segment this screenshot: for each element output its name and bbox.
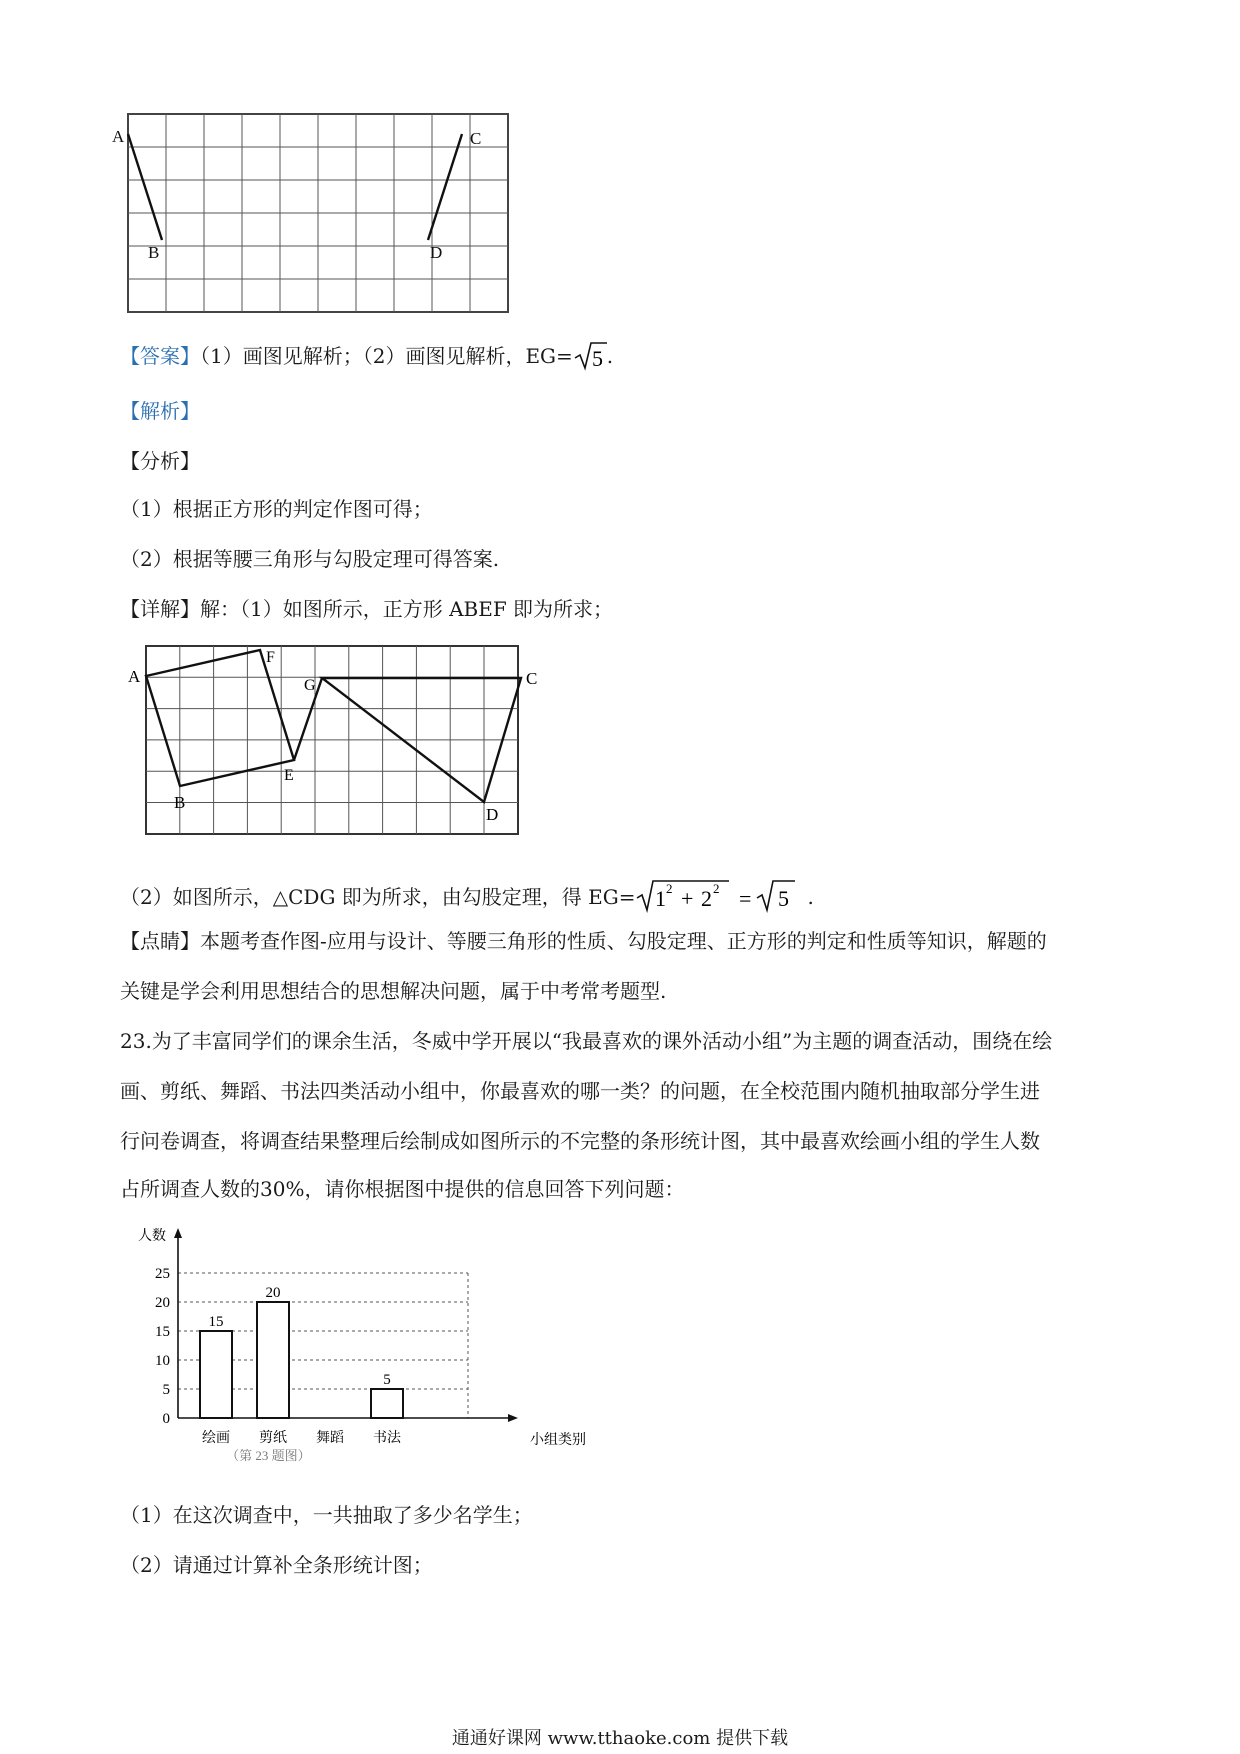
- q23-line-1: 23.为了丰富同学们的课余生活，冬威中学开展以“我最喜欢的课外活动小组”为主题的调查活动，围绕在绘: [120, 1029, 1053, 1053]
- bar-绘画: [200, 1331, 232, 1418]
- equals-sign: =: [739, 886, 752, 911]
- result-radicand: 5: [778, 886, 790, 911]
- x-axis-label: 小组类别: [530, 1433, 586, 1448]
- figure-1-grid: [112, 108, 538, 318]
- y-tick-label: 10: [155, 1353, 170, 1369]
- bar-chart: [118, 1222, 586, 1463]
- detail-line: [120, 596, 613, 622]
- term-2: 2: [701, 886, 713, 911]
- q23-sub-1: （1）在这次调查中，一共抽取了多少名学生；: [120, 1503, 533, 1527]
- y-tick-label: 15: [155, 1324, 170, 1340]
- exp-1: 2: [666, 881, 673, 896]
- part2-text: （2）如图所示，△CDG 即为所求，由勾股定理，得 EG=: [120, 885, 636, 909]
- q23-line-4: 占所调查人数的30%，请你根据图中提供的信息回答下列问题：: [120, 1177, 685, 1201]
- radical-sign: [573, 340, 607, 372]
- point-a2-label: A: [128, 667, 141, 686]
- part2-line: [120, 878, 814, 914]
- answer-end: .: [606, 344, 614, 368]
- part2-end: .: [807, 885, 814, 909]
- point-d-label: D: [430, 243, 443, 262]
- y-tick-label: 0: [162, 1411, 170, 1427]
- data-label: 5: [383, 1372, 391, 1388]
- analysis-tag: 【解析】: [120, 399, 200, 423]
- data-label: 20: [265, 1285, 281, 1301]
- data-label: 15: [208, 1314, 224, 1330]
- page-footer: 通通好课网 www.tthaoke.com 提供下载: [451, 1728, 789, 1749]
- category-label: 绘画: [202, 1431, 230, 1446]
- x-axis-arrow: [508, 1414, 518, 1422]
- answer-tag: 【答案】: [120, 344, 200, 368]
- category-label: 舞蹈: [316, 1431, 344, 1446]
- point-f-label: F: [266, 649, 275, 666]
- chart-caption: （第 23 题图）: [226, 1448, 311, 1463]
- y-axis-label: 人数: [138, 1229, 166, 1244]
- category-label: 剪纸: [259, 1431, 287, 1446]
- sqrt-expression: [635, 878, 807, 914]
- y-tick-label: 5: [162, 1382, 170, 1398]
- point-c2-label: C: [526, 669, 538, 688]
- point-a-label: A: [112, 127, 125, 146]
- point-e-label: E: [284, 767, 294, 784]
- y-axis-arrow: [174, 1228, 182, 1238]
- term-1: 1: [655, 886, 667, 911]
- answer-text: （1）画图见解析；（2）画图见解析，EG=: [200, 344, 573, 368]
- point-c-label: C: [470, 129, 482, 148]
- figure-2-grid: [118, 638, 558, 850]
- q23-line-2: 画、剪纸、舞蹈、书法四类活动小组中，你最喜欢的哪一类？的问题，在全校范围内随机抽取部分学生进: [120, 1079, 1040, 1103]
- bar-剪纸: [257, 1302, 289, 1418]
- analysis-point-2: （2）根据等腰三角形与勾股定理可得答案.: [120, 547, 500, 571]
- point-g-label: G: [304, 677, 316, 694]
- plus-sign: +: [681, 886, 694, 911]
- y-tick-label: 25: [155, 1266, 170, 1282]
- point-b-label: B: [148, 243, 160, 262]
- comment-line-2: 关键是学会利用思想结合的思想解决问题，属于中考常考题型.: [120, 979, 667, 1003]
- q23-sub-2: （2）请通过计算补全条形统计图；: [120, 1553, 433, 1577]
- detail-tag: 【详解】: [120, 597, 200, 621]
- detail-text: 解：（1）如图所示，正方形 ABEF 即为所求；: [200, 597, 614, 621]
- bar-书法: [371, 1389, 403, 1418]
- comment-tag: 【点睛】: [120, 929, 200, 953]
- segment-ab: [128, 134, 162, 240]
- comment-line-1: [120, 928, 1047, 954]
- y-tick-label: 20: [155, 1295, 170, 1311]
- comment-text-1: 本题考查作图-应用与设计、等腰三角形的性质、勾股定理、正方形的判定和性质等知识，解题的: [200, 929, 1047, 953]
- exp-2: 2: [713, 881, 720, 896]
- radicand: 5: [591, 346, 603, 371]
- segment-cd: [428, 134, 462, 240]
- answer-line: [120, 340, 613, 372]
- square-abef: [146, 650, 294, 786]
- q23-line-3: 行问卷调查，将调查结果整理后绘制成如图所示的不完整的条形统计图，其中最喜欢绘画小组的学生人数: [120, 1129, 1040, 1153]
- analysis-point-1: （1）根据正方形的判定作图可得；: [120, 497, 433, 521]
- point-d2-label: D: [486, 805, 499, 824]
- category-label: 书法: [373, 1431, 401, 1446]
- sqrt-5: [573, 340, 607, 372]
- point-b2-label: B: [174, 793, 186, 812]
- fenxi-tag: 【分析】: [120, 449, 200, 473]
